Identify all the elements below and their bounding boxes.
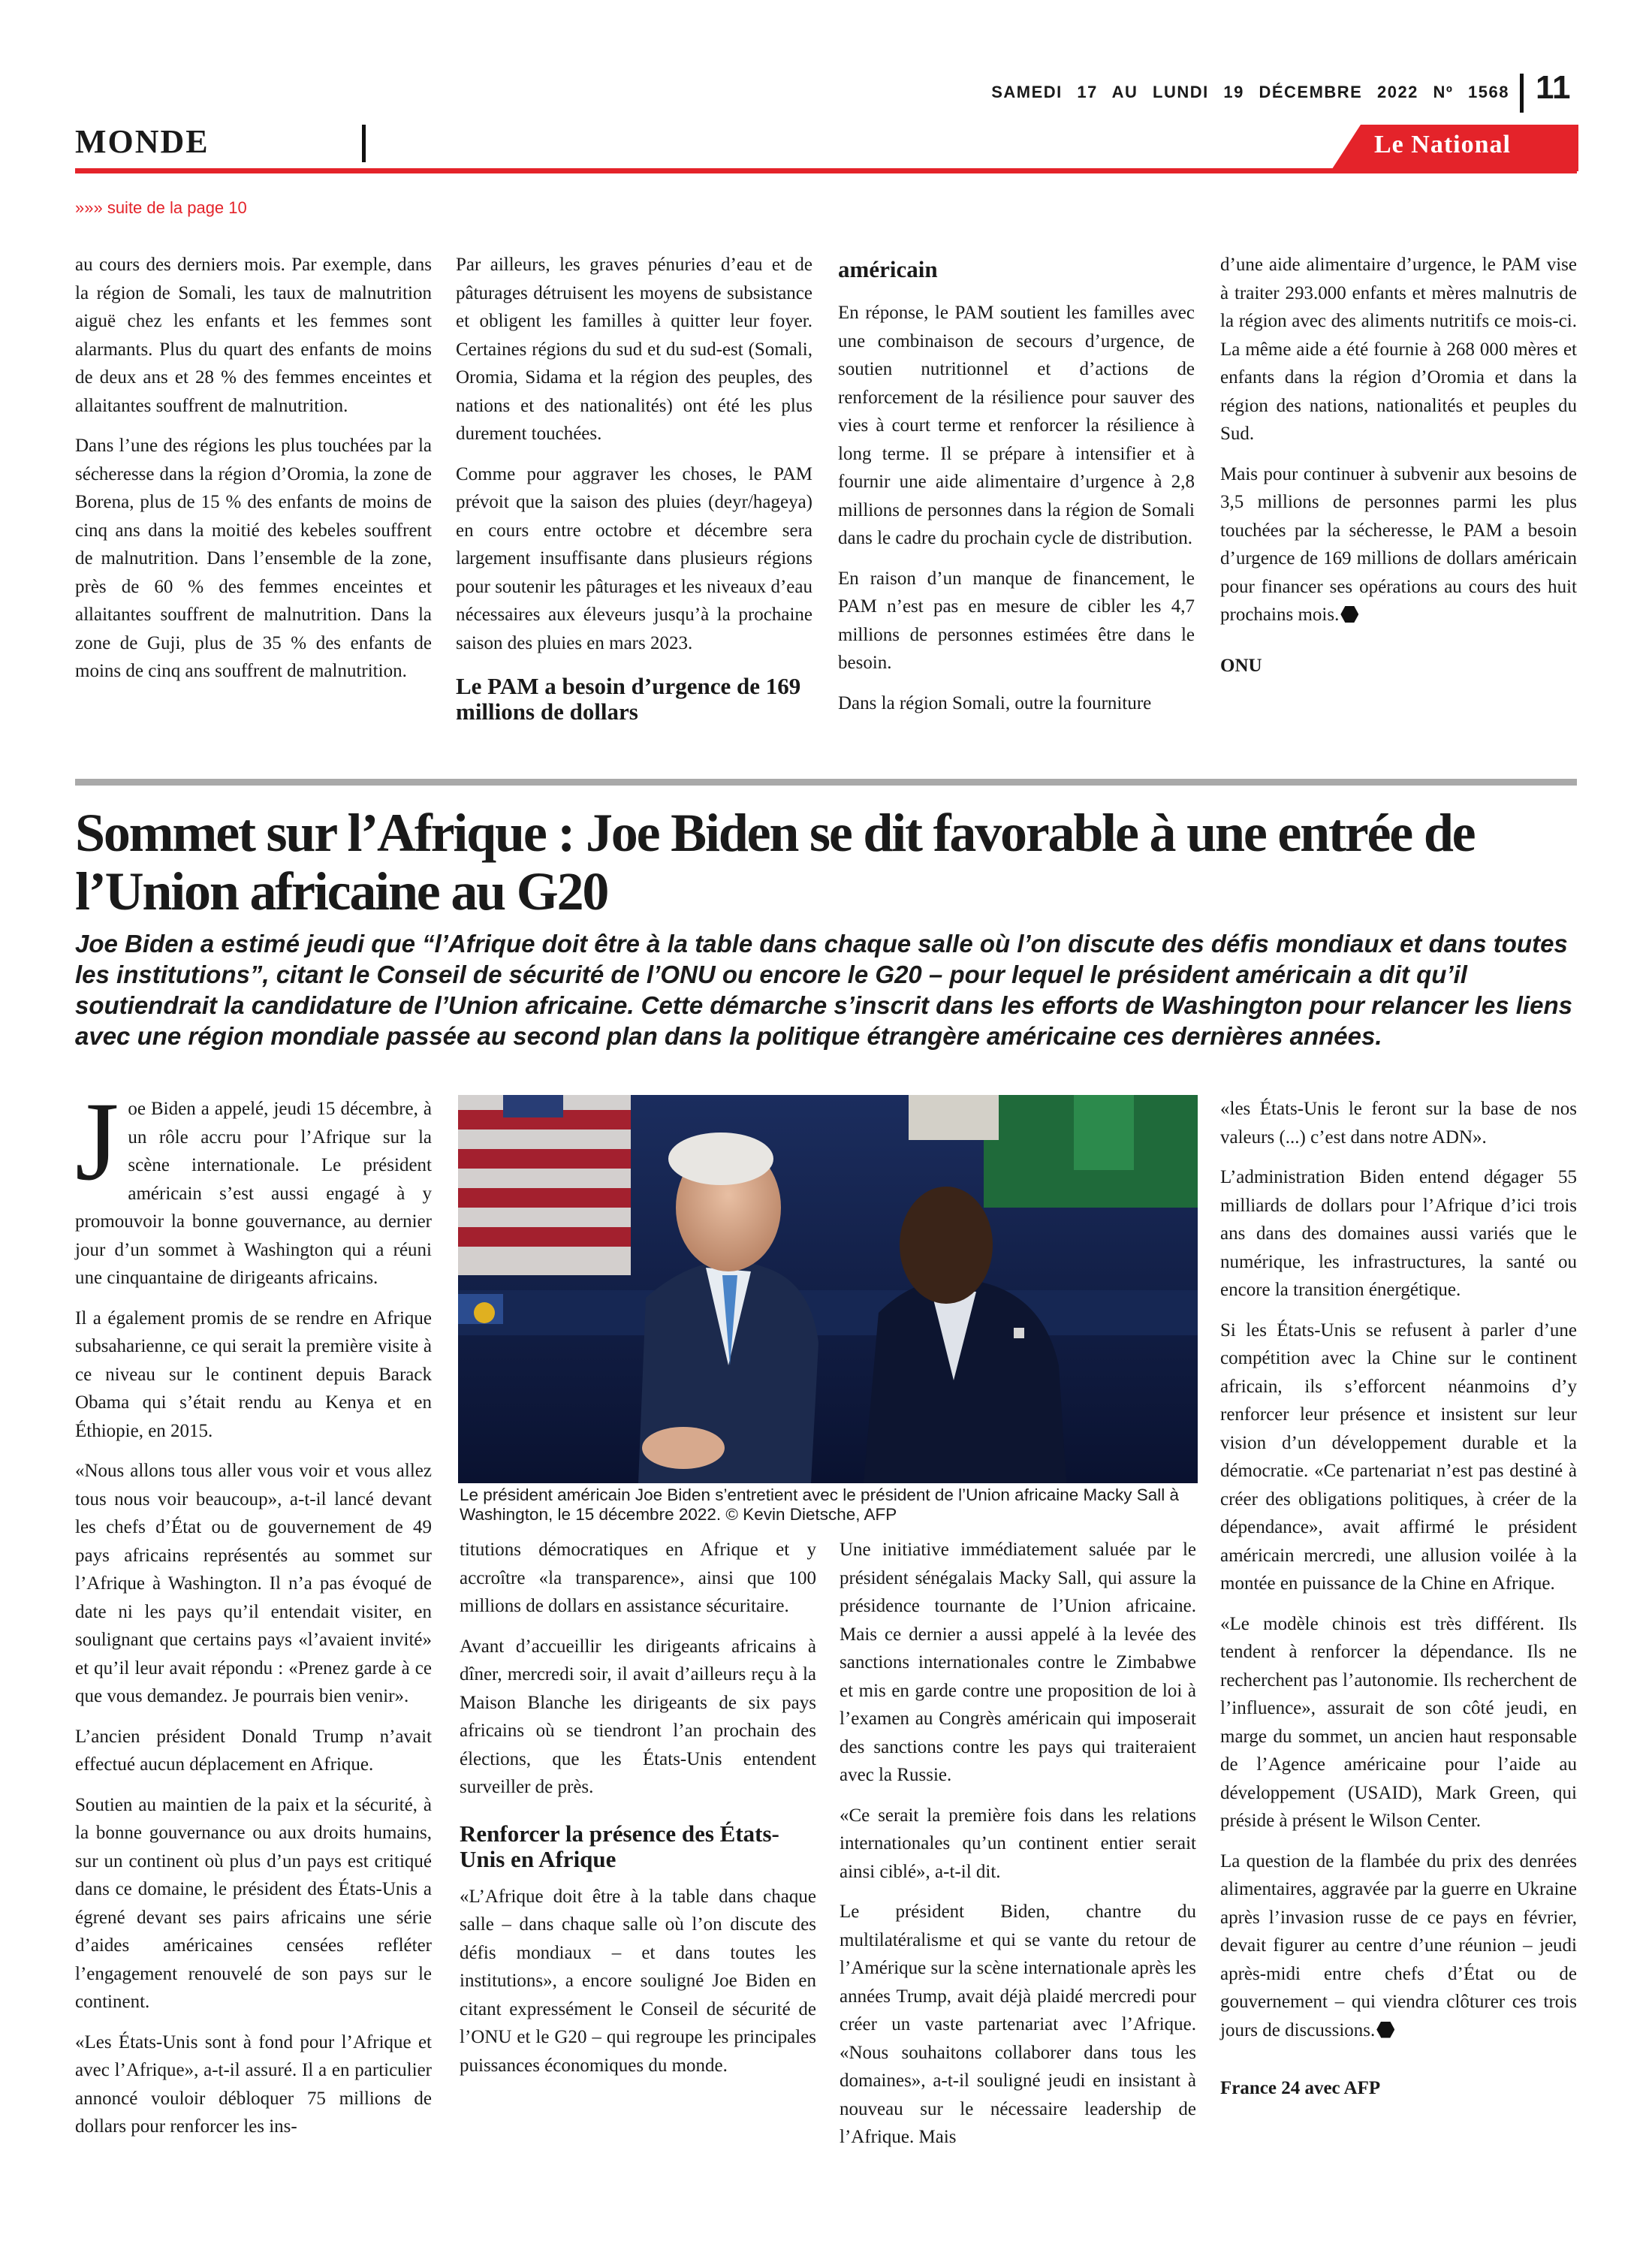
paragraph: «Ce serait la première fois dans les relations internationales qu’un continent entier serait ainsi ciblé», a-t-il dit. xyxy=(840,1805,1196,1882)
paragraph: Une initiative immédiatement saluée par le président sénégalais Macky Sall, qui assure la présidence tournante de l’Union africaine. Mais ce dernier a aussi appelé à la levée des sanctions internationales contre le Zimbabwe et mis en garde contre une proposition de loi à l’examen au Congrès américain qui imposerait des sanctions contre les pays qui traiteraient avec la Russie. xyxy=(840,1540,1196,1785)
signature: France 24 avec AFP xyxy=(1220,2078,1381,2098)
prev-col-2 xyxy=(456,251,812,735)
paragraph: Soutien au maintien de la paix et la sécurité, à la bonne gouvernance ou aux droits humains, sur un continent où plus d’un pays est critiqué dans ce domaine, le président des États-Unis a égrené devant ses pairs africains une série d’aides américaines censées refléter l’engagement renouvelé de son pays sur le continent. xyxy=(75,1794,432,2012)
paragraph xyxy=(75,1079,432,1292)
prev-col-4 xyxy=(1220,251,1577,692)
paragraph: «Nous allons tous aller vous voir et vous allez tous nous voir beaucoup», a-t-il lancé devant les chefs d’État ou de gouvernement de 49 pays africains représentés au sommet sur l’Afrique à Washington. Il n’a pas évoqué de date ni les pays qu’il entendait visiter, en soulignant que certains pays «l’avaient invité» et qu’il leur avait répondu : «Prenez garde à ce que vous demandez. Je pourrais bien venir». xyxy=(75,1461,432,1706)
subheading: Le PAM a besoin d’urgence de 169 millions de dollars xyxy=(456,673,801,725)
paragraph: L’administration Biden entend dégager 55 milliards de dollars pour l’Afrique d’ici trois ans dans des domaines aussi variés que le numérique, les infrastructures, la santé ou encore la transition énergétique. xyxy=(1220,1167,1577,1300)
standfirst: Joe Biden a estimé jeudi que “l’Afrique doit être à la table dans chaque salle où l’on discute des défis mondiaux et dans toutes les institutions”, citant le Conseil de sécurité de l’ONU ou encore le G20 – pour lequel le président américain a dit qu’il soutiendrait la candidature de l’Union africaine. Cette démarche s’inscrit dans les efforts de Washington pour relancer les liens avec une région mondiale passée au second plan dans la politique étrangère américaine ces dernières années. xyxy=(75,930,1572,1050)
article-col-3 xyxy=(840,1536,1196,2164)
dateline: SAMEDI 17 AU LUNDI 19 DÉCEMBRE 2022 Nº 1568 xyxy=(991,83,1509,101)
photo-illustration xyxy=(458,1095,1198,1483)
paragraph: Par ailleurs, les graves pénuries d’eau et de pâturages détruisent les moyens de subsistance et obligent les familles à quitter leur foyer. Certaines régions du sud et du sud-est (Somali, Oromia, Sidama et la région des peuples, des nations et des nationalités) ont été les plus durement touchées. xyxy=(456,255,812,444)
paragraph xyxy=(1220,460,1577,629)
photo-caption: Le président américain Joe Biden s’entretient avec le président de l’Union africaine Macky Sall à Washington, le 15 décembre 2022. © Kevin Dietsche, AFP xyxy=(460,1485,1180,1524)
article-col-4 xyxy=(1220,1095,1577,2115)
paragraph: En réponse, le PAM soutient les familles avec une combinaison de secours d’urgence, de soutien nutritionnel et d’actions de renforcement de la résilience pour sauver des vies à court terme et renforcer la résilience à long terme. Il se prépare à intensifier et à fournir une aide alimentaire d’urgence à 2,8 millions de personnes dans la région de Somali dans le cadre du prochain cycle de distribution. xyxy=(838,303,1195,548)
page-number-divider xyxy=(1520,74,1524,113)
paragraph: «Les États-Unis sont à fond pour l’Afrique et avec l’Afrique», a-t-il assuré. Il a en particulier annoncé vouloir débloquer 75 millions de dollars pour renforcer les ins- xyxy=(75,2031,432,2137)
paragraph: «les États-Unis le feront sur la base de nos valeurs (...) c’est dans notre ADN». xyxy=(1220,1099,1577,1148)
header-rule xyxy=(75,168,1577,173)
article-photo xyxy=(458,1095,1198,1483)
paragraph-text: Mais pour continuer à subvenir aux besoins de 3,5 millions de personnes parmi les plus touchées par la sécheresse, le PAM a besoin d’urgence de 169 millions de dollars américain pour financer ses opérations au cours des huit prochains mois. xyxy=(1220,463,1577,625)
subheading: américain xyxy=(838,256,938,282)
paragraph-text: oe Biden a appelé, jeudi 15 décembre, à un rôle accru pour l’Afrique sur la scène internationale. Le président américain s’est aussi engagé à y promouvoir la bonne gouvernance, au dernier jour d’un sommet à Washington qui a réuni une cinquantaine de dirigeants africains. xyxy=(75,1099,432,1288)
section-divider xyxy=(362,125,366,162)
subheading: Renforcer la présence des États-Unis en Afrique xyxy=(460,1820,779,1872)
section-title: MONDE xyxy=(75,123,210,160)
paragraph: L’ancien président Donald Trump n’avait effectué aucun déplacement en Afrique. xyxy=(75,1726,432,1775)
article-col-1 xyxy=(75,1079,432,2153)
prev-col-1 xyxy=(75,251,432,698)
paragraph: Comme pour aggraver les choses, le PAM prévoit que la saison des pluies (deyr/hageya) en cours entre octobre et décembre sera largement insuffisante dans plusieurs régions pour soutenir les pâturages et les niveaux d’eau nécessaires aux éleveurs jusqu’à la prochaine saison des pluies en mars 2023. xyxy=(456,463,812,653)
paragraph xyxy=(1220,1847,1577,2045)
paragraph: Dans la région Somali, outre la fourniture xyxy=(838,692,1152,713)
paragraph: titutions démocratiques en Afrique et y accroître «la transparence», ainsi que 100 millions de dollars en assistance sécuritaire. xyxy=(460,1540,816,1616)
drop-cap: J xyxy=(75,1079,119,1204)
paragraph: d’une aide alimentaire d’urgence, le PAM vise à traiter 293.000 enfants et mères malnutris de la région avec des aliments nutritifs ce mois-ci. La même aide a été fournie à 268 000 mères et enfants dans la région d’Oromia et dans la région des nations, nationalités et peuples du Sud. xyxy=(1220,255,1577,444)
prev-col-3 xyxy=(838,257,1195,729)
signature: ONU xyxy=(1220,655,1262,676)
paragraph: Il a également promis de se rendre en Afrique subsaharienne, ce qui serait la première visite à ce niveau sur le continent depuis Barack Obama qui s’était rendu au Kenya et en Éthiopie, en 2015. xyxy=(75,1307,432,1441)
paragraph: Avant d’accueillir les dirigeants africains à dîner, mercredi soir, il avait d’ailleurs reçu à la Maison Blanche les dirigeants de six pays africains où se tiendront l’an prochain des élections, que les États-Unis entendent surveiller de près. xyxy=(460,1636,816,1797)
paragraph: «Le modèle chinois est très différent. Ils tendent à renforcer la dépendance. Ils ne recherchent pas l’autonomie. Ils recherchent de l’influence», assurait de son côté jeudi, en marge du sommet, un ancien haut responsable de l’Agence américaine pour l’aide au développement (USAID), Mark Green, qui préside à présent le Wilson Center. xyxy=(1220,1613,1577,1831)
paragraph: En raison d’un manque de financement, le PAM n’est pas en mesure de cibler les 4,7 millions de personnes estimées être dans le besoin. xyxy=(838,568,1195,673)
end-mark-icon xyxy=(1340,606,1358,623)
paragraph: au cours des derniers mois. Par exemple, dans la région de Somali, les taux de malnutrition aiguë chez les enfants et les femmes sont alarmants. Plus du quart des enfants de moins de deux ans et 28 % des femmes enceintes et allaitantes souffrent de malnutrition. xyxy=(75,255,432,416)
page-number: 11 xyxy=(1536,69,1571,106)
paragraph: Dans l’une des régions les plus touchées par la sécheresse dans la région d’Oromia, la zone de Borena, plus de 15 % des enfants de moins de cinq ans dans la moitié des kebeles souffrent de malnutrition. Dans l’ensemble de la zone, près de 60 % des femmes enceintes et allaitantes souffrent de malnutrition. Dans la zone de Guji, plus de 35 % des enfants de moins de cinq ans souffrent de malnutrition. xyxy=(75,436,432,681)
paragraph: «L’Afrique doit être à la table dans chaque salle – dans chaque salle où l’on discute des défis mondiaux – et dans toutes les institutions», a encore souligné Joe Biden en citant expressément le Conseil de sécurité de l’ONU et le G20 – qui regroupe les principales puissances économiques du monde. xyxy=(460,1886,816,2076)
paragraph-text: La question de la flambée du prix des denrées alimentaires, aggravée par la guerre en Ukraine après l’invasion russe de ce pays en février, devait figurer au centre d’une réunion – jeudi après-midi entre chefs d’État ou de gouvernement – qui viendra clôturer ces trois jours de discussions. xyxy=(1220,1850,1577,2040)
brand-name: Le National xyxy=(1374,131,1511,158)
paragraph: Si les États-Unis se refusent à parler d’une compétition avec la Chine sur le continent africain, ils s’efforcent néanmoins d’y renforcer leur présence et insistent sur leur vision d’un développement durable et la démocratie. «Ce partenariat n’est pas destiné à créer des obligations politiques, à créer de la dépendance», avait affirmé le président américain mercredi, une allusion voilée à la montée en puissance de la Chine en Afrique. xyxy=(1220,1320,1577,1594)
article-col-2 xyxy=(460,1536,816,2092)
end-mark-icon xyxy=(1376,2022,1394,2038)
continued-from: »»» suite de la page 10 xyxy=(75,198,247,217)
headline: Sommet sur l’Afrique : Joe Biden se dit favorable à une entrée de l’Union africaine au G20 xyxy=(75,803,1475,921)
article-divider xyxy=(75,779,1577,786)
paragraph: Le président Biden, chantre du multilatéralisme et qui se vante du retour de l’Amérique sur la scène internationale après les années Trump, avait déjà plaidé mercredi pour créer un vaste partenariat avec l’Afrique. «Nous souhaitons collaborer dans tous les domaines», a-t-il souligné jeudi en insistant à nouveau sur le nécessaire leadership de l’Afrique. Mais xyxy=(840,1902,1196,2147)
